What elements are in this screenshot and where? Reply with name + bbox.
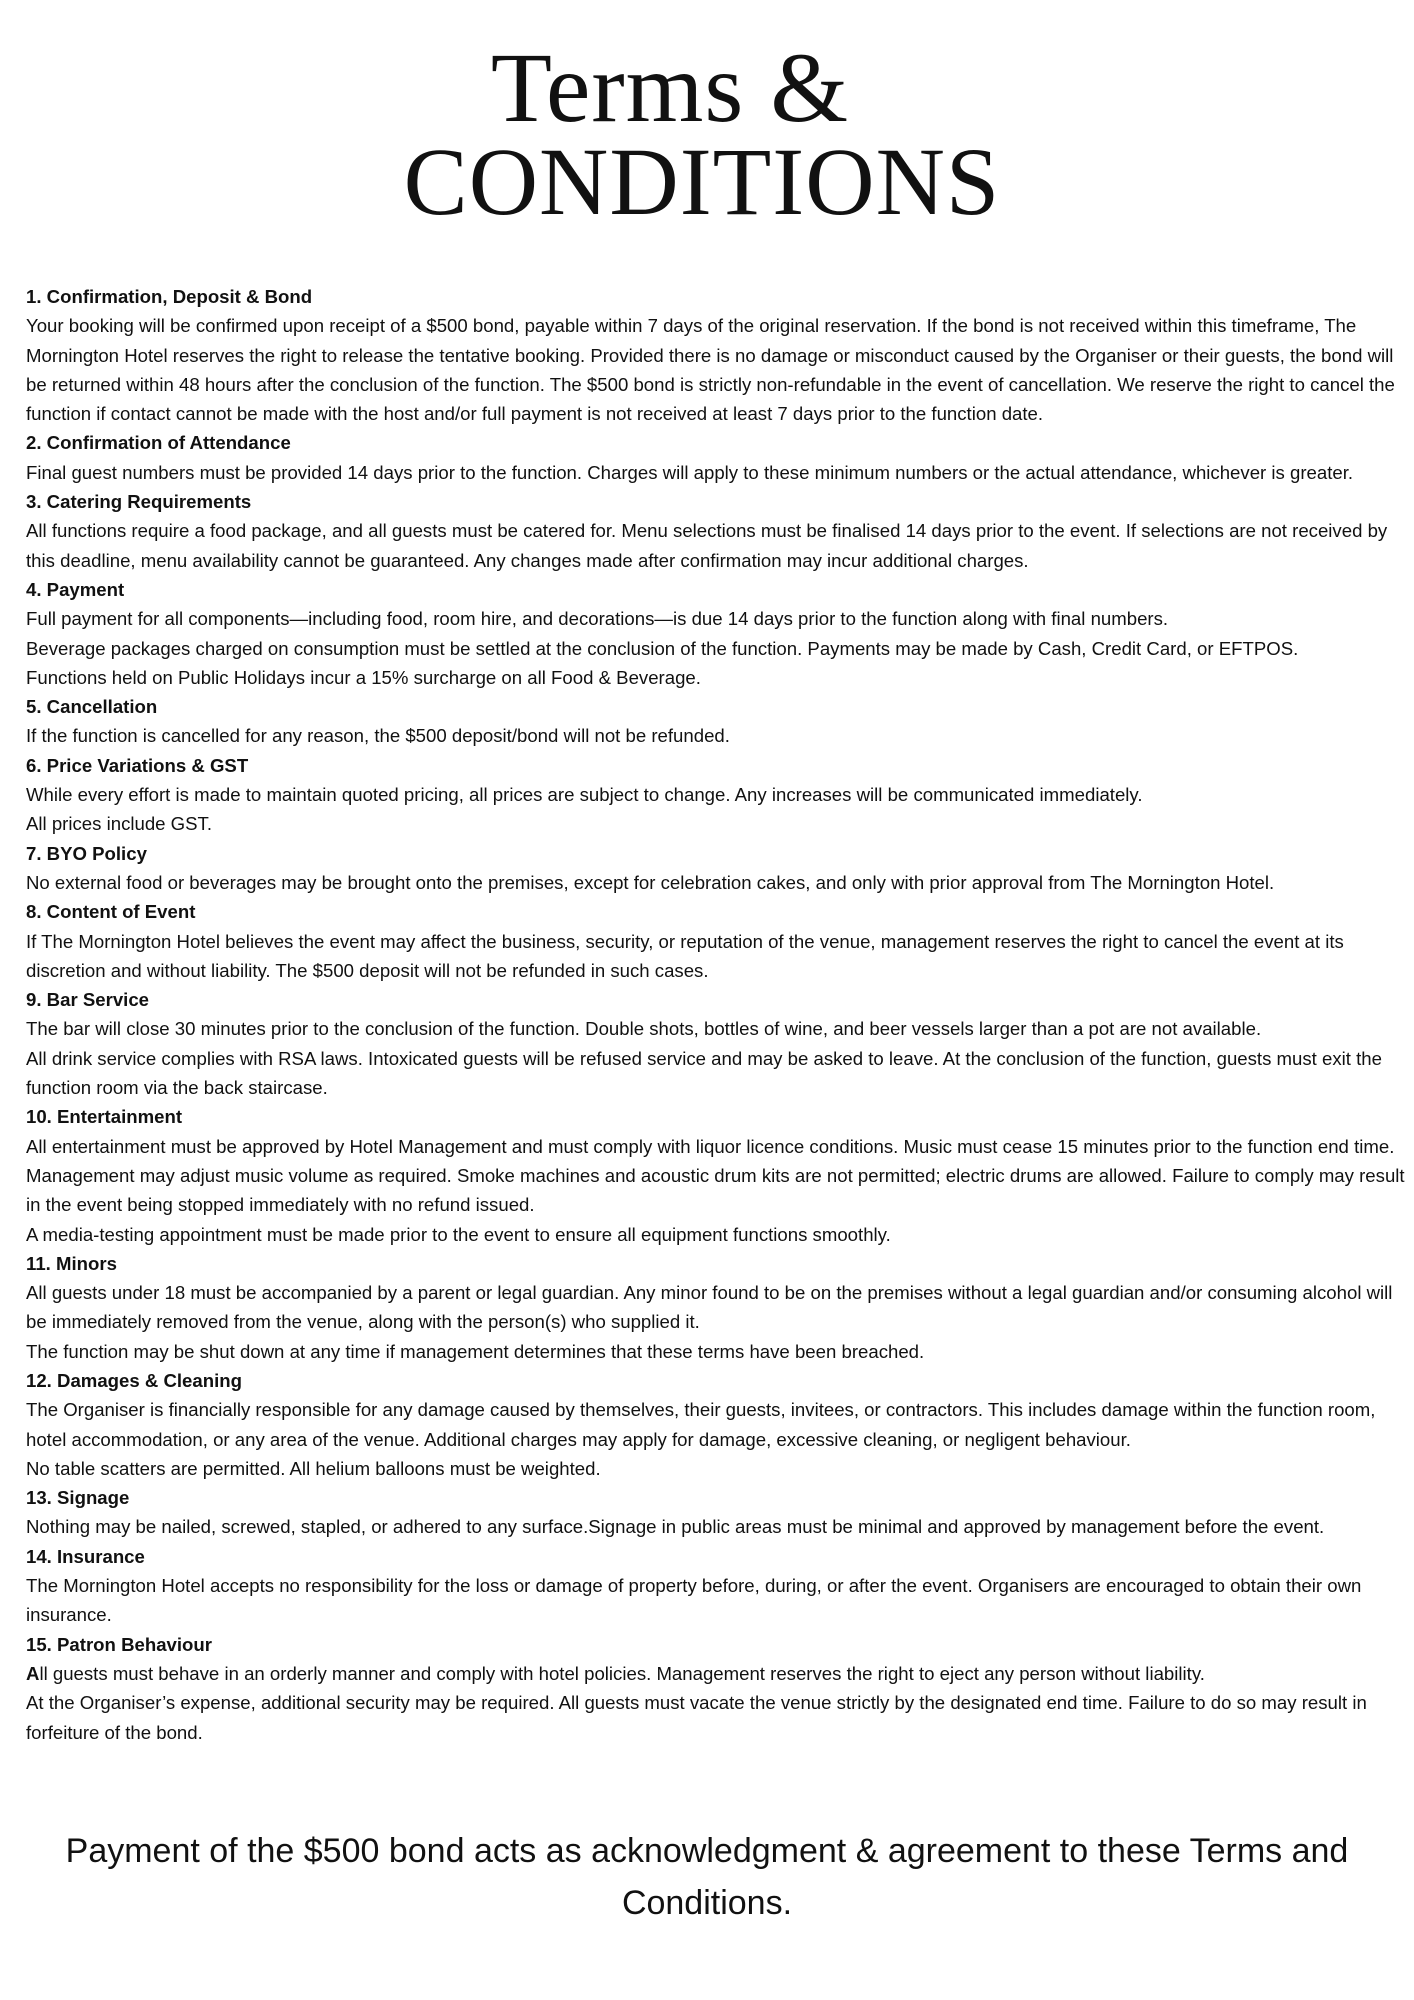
term-paragraph: All functions require a food package, and all guests must be catered for. Menu selections must be finalised 14 days prior to the event. If selections are not received by this deadline, menu availability cannot be guaranteed. Any changes made after confirmation may incur additional charges. bbox=[26, 520, 1388, 571]
term-section-11 bbox=[26, 1249, 1406, 1366]
term-heading: 10. Entertainment bbox=[26, 1106, 183, 1128]
term-heading: 4. Payment bbox=[26, 578, 125, 600]
term-paragraph: The Mornington Hotel accepts no responsibility for the loss or damage of property before, during, or after the event. Organisers are encouraged to obtain their own insurance. bbox=[26, 1575, 1362, 1626]
term-paragraph: The Organiser is financially responsible for any damage caused by themselves, their guests, invitees, or contractors. This includes damage within the function room, hotel accommodation, or any area of the venue. Additional charges may apply for damage, excessive cleaning, or negligent behaviour. bbox=[26, 1399, 1376, 1450]
term-paragraph: If The Mornington Hotel believes the event may affect the business, security, or reputation of the venue, management reserves the right to cancel the event at its discretion and without liability. The $500 deposit will not be refunded in such cases. bbox=[26, 930, 1344, 981]
term-heading: 11. Minors bbox=[26, 1252, 117, 1274]
term-heading: 2. Confirmation of Attendance bbox=[26, 432, 291, 454]
term-section-2 bbox=[26, 428, 1406, 487]
term-paragraph: While every effort is made to maintain quoted pricing, all prices are subject to change. Any increases will be communicated immediately. bbox=[26, 784, 1143, 806]
title-line-conditions: CONDITIONS bbox=[403, 128, 1001, 235]
term-paragraph: A media-testing appointment must be made prior to the event to ensure all equipment functions smoothly. bbox=[26, 1223, 891, 1245]
term-paragraph: Your booking will be confirmed upon receipt of a $500 bond, payable within 7 days of the original reservation. If the bond is not received within this timeframe, The Mornington Hotel reserves the right to release the tentative booking. Provided there is no damage or misconduct caused by the Organiser or their guests, the bond will be returned within 48 hours after the conclusion of the function. The $500 bond is strictly non-refundable in the event of cancellation. We reserve the right to cancel the function if contact cannot be made with the host and/or full payment is not received at least 7 days prior to the function date. bbox=[26, 315, 1395, 425]
term-heading: 8. Content of Event bbox=[26, 901, 196, 923]
term-section-12 bbox=[26, 1366, 1406, 1483]
term-heading: 9. Bar Service bbox=[26, 989, 150, 1011]
term-paragraph: The bar will close 30 minutes prior to the conclusion of the function. Double shots, bottles of wine, and beer vessels larger than a pot are not available. bbox=[26, 1018, 1262, 1040]
term-section-6 bbox=[26, 751, 1406, 839]
term-section-7 bbox=[26, 839, 1406, 898]
term-text: ll guests must behave in an orderly manner and comply with hotel policies. Management reserves the right to eject any person without liability. bbox=[39, 1662, 1205, 1684]
term-paragraph: If the function is cancelled for any reason, the $500 deposit/bond will not be refunded. bbox=[26, 725, 730, 747]
term-section-4 bbox=[26, 575, 1406, 692]
term-paragraph: All drink service complies with RSA laws. Intoxicated guests will be refused service and may be asked to leave. At the conclusion of the function, guests must exit the function room via the back staircase. bbox=[26, 1047, 1382, 1099]
term-paragraph: Beverage packages charged on consumption must be settled at the conclusion of the function. Payments may be made by Cash, Credit Card, or EFTPOS. bbox=[26, 637, 1299, 659]
term-section-1 bbox=[26, 282, 1406, 428]
terms-list bbox=[26, 282, 1406, 1747]
term-paragraph: No table scatters are permitted. All helium balloons must be weighted. bbox=[26, 1457, 601, 1479]
term-section-8 bbox=[26, 897, 1406, 985]
term-heading: 14. Insurance bbox=[26, 1545, 145, 1567]
term-section-15 bbox=[26, 1630, 1406, 1747]
document-title bbox=[0, 32, 1414, 235]
term-paragraph: No external food or beverages may be brought onto the premises, except for celebration cakes, and only with prior approval from The Mornington Hotel. bbox=[26, 871, 1275, 893]
term-section-9 bbox=[26, 985, 1406, 1102]
term-heading: 7. BYO Policy bbox=[26, 842, 147, 864]
term-heading: 6. Price Variations & GST bbox=[26, 754, 249, 776]
drop-letter: A bbox=[26, 1662, 40, 1684]
term-paragraph bbox=[26, 1659, 1406, 1688]
term-heading: 1. Confirmation, Deposit & Bond bbox=[26, 286, 313, 307]
term-section-14 bbox=[26, 1542, 1406, 1630]
term-paragraph: At the Organiser’s expense, additional security may be required. All guests must vacate the venue strictly by the designated end time. Failure to do so may result in forfeiture of the bond. bbox=[26, 1692, 1367, 1743]
term-paragraph: All entertainment must be approved by Hotel Management and must comply with liquor licence conditions. Music must cease 15 minutes prior to the function end time. Management may adjust music volume as required. Smoke machines and acoustic drum kits are not permitted; electric drums are allowed. Failure to comply may result in the event being stopped immediately with no refund issued. bbox=[26, 1135, 1405, 1216]
term-paragraph: The function may be shut down at any time if management determines that these terms have been breached. bbox=[26, 1340, 925, 1362]
term-section-5 bbox=[26, 692, 1406, 751]
term-section-3 bbox=[26, 487, 1406, 575]
term-heading: 15. Patron Behaviour bbox=[26, 1633, 212, 1655]
term-paragraph: Nothing may be nailed, screwed, stapled, or adhered to any surface.Signage in public areas must be minimal and approved by management before the event. bbox=[26, 1516, 1325, 1538]
acknowledgment-note: Payment of the $500 bond acts as acknowledgment & agreement to these Terms and Conditions. bbox=[65, 1832, 1349, 1922]
term-paragraph: Functions held on Public Holidays incur a 15% surcharge on all Food & Beverage. bbox=[26, 666, 701, 688]
term-section-13 bbox=[26, 1483, 1406, 1542]
term-heading: 3. Catering Requirements bbox=[26, 491, 252, 513]
term-heading: 13. Signage bbox=[26, 1487, 130, 1509]
term-paragraph: Full payment for all components—including food, room hire, and decorations—is due 14 days prior to the function along with final numbers. bbox=[26, 608, 1169, 630]
term-paragraph: All guests under 18 must be accompanied by a parent or legal guardian. Any minor found to be on the premises without a legal guardian and/or consuming alcohol will be immediately removed from the venue, along with the person(s) who supplied it. bbox=[26, 1282, 1393, 1333]
title-line-terms: Terms & bbox=[490, 32, 850, 143]
term-heading: 12. Damages & Cleaning bbox=[26, 1369, 242, 1391]
term-heading: 5. Cancellation bbox=[26, 696, 158, 718]
term-paragraph: Final guest numbers must be provided 14 days prior to the function. Charges will apply to these minimum numbers or the actual attendance, whichever is greater. bbox=[26, 461, 1354, 483]
term-section-10 bbox=[26, 1102, 1406, 1248]
term-paragraph: All prices include GST. bbox=[26, 813, 213, 835]
